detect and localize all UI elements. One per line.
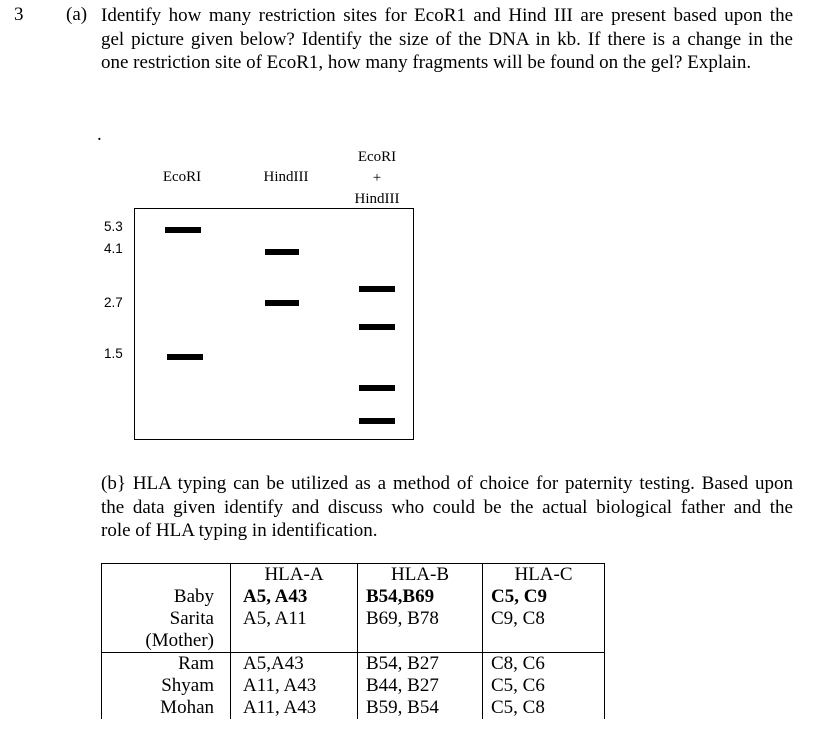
part-b-text: [101, 472, 793, 543]
row-name: Sarita: [102, 608, 231, 630]
size-marker-4-1: 4.1: [104, 241, 123, 256]
row-hla-b: B44, B27: [358, 675, 483, 697]
part-b-line-1: (b} HLA typing can be utilized as a method of choice for paternity testing. Based upon: [101, 473, 793, 494]
table-row: [102, 586, 605, 608]
stray-dot: .: [97, 124, 102, 145]
part-a-label: (a): [66, 4, 88, 25]
band-hindiii-2-7: [265, 300, 299, 306]
row-hla-b: B59, B54: [358, 697, 483, 719]
row-name: Shyam: [102, 675, 231, 697]
lane-label-combo: [332, 147, 422, 210]
band-hindiii-4-1: [265, 249, 299, 255]
part-a-text: [101, 4, 793, 75]
row-hla-a: [231, 630, 358, 653]
lane-label-combo-line-2: +: [372, 170, 382, 186]
table-row: [102, 630, 605, 653]
question-number: 3: [14, 4, 24, 25]
row-hla-b: [358, 630, 483, 653]
row-hla-a: A11, A43: [231, 675, 358, 697]
table-header-row: [102, 564, 605, 587]
part-a-line-2: gel picture given below? Identify the size of the DNA in kb. If there is a change in the: [101, 28, 793, 50]
header-cell-hla-a: HLA-A: [231, 564, 358, 587]
part-b-line-2: the data given identify and discuss who could be the actual biological father and the: [101, 496, 793, 518]
lane-label-combo-line-1: EcoRI: [357, 149, 397, 165]
header-cell-hla-c: HLA-C: [483, 564, 605, 587]
row-hla-c: [483, 630, 605, 653]
band-ecori-1-5: [167, 354, 203, 360]
row-hla-b: B54, B27: [358, 653, 483, 676]
size-marker-5-3: 5.3: [104, 219, 123, 234]
row-name: Ram: [102, 653, 231, 676]
size-marker-1-5: 1.5: [104, 346, 123, 361]
band-combo-3: [359, 385, 395, 391]
row-hla-c: C5, C8: [483, 697, 605, 719]
row-hla-c: C5, C6: [483, 675, 605, 697]
row-name: Baby: [102, 586, 231, 608]
lane-label-hindiii: HindIII: [263, 169, 309, 185]
band-ecori-5-3: [165, 227, 201, 233]
table-row: [102, 653, 605, 676]
row-hla-c: C8, C6: [483, 653, 605, 676]
row-hla-c: C9, C8: [483, 608, 605, 630]
band-combo-1: [359, 286, 395, 292]
band-combo-2: [359, 324, 395, 330]
table-row: [102, 675, 605, 697]
table-row: [102, 608, 605, 630]
header-cell-hla-b: HLA-B: [358, 564, 483, 587]
hla-table: [101, 563, 605, 719]
row-name: Mohan: [102, 697, 231, 719]
row-hla-a: A5, A11: [231, 608, 358, 630]
table-row: [102, 697, 605, 719]
row-hla-a: A11, A43: [231, 697, 358, 719]
part-a-line-1: Identify how many restriction sites for EcoR1 and Hind III are present based upon the: [101, 5, 793, 26]
row-hla-c: C5, C9: [483, 586, 605, 608]
lane-label-ecori: EcoRI: [162, 169, 202, 185]
header-cell-name: [102, 564, 231, 587]
row-name: (Mother): [102, 630, 231, 653]
row-hla-b: B54,B69: [358, 586, 483, 608]
row-hla-a: A5, A43: [231, 586, 358, 608]
lane-label-combo-line-3: HindIII: [354, 191, 400, 207]
gel-image: [134, 208, 414, 440]
part-b-line-3: role of HLA typing in identification.: [101, 520, 378, 541]
part-a-line-3: one restriction site of EcoR1, how many fragments will be found on the gel? Explain.: [101, 52, 752, 73]
size-marker-2-7: 2.7: [104, 295, 123, 310]
band-combo-4: [359, 418, 395, 424]
row-hla-b: B69, B78: [358, 608, 483, 630]
row-hla-a: A5,A43: [231, 653, 358, 676]
